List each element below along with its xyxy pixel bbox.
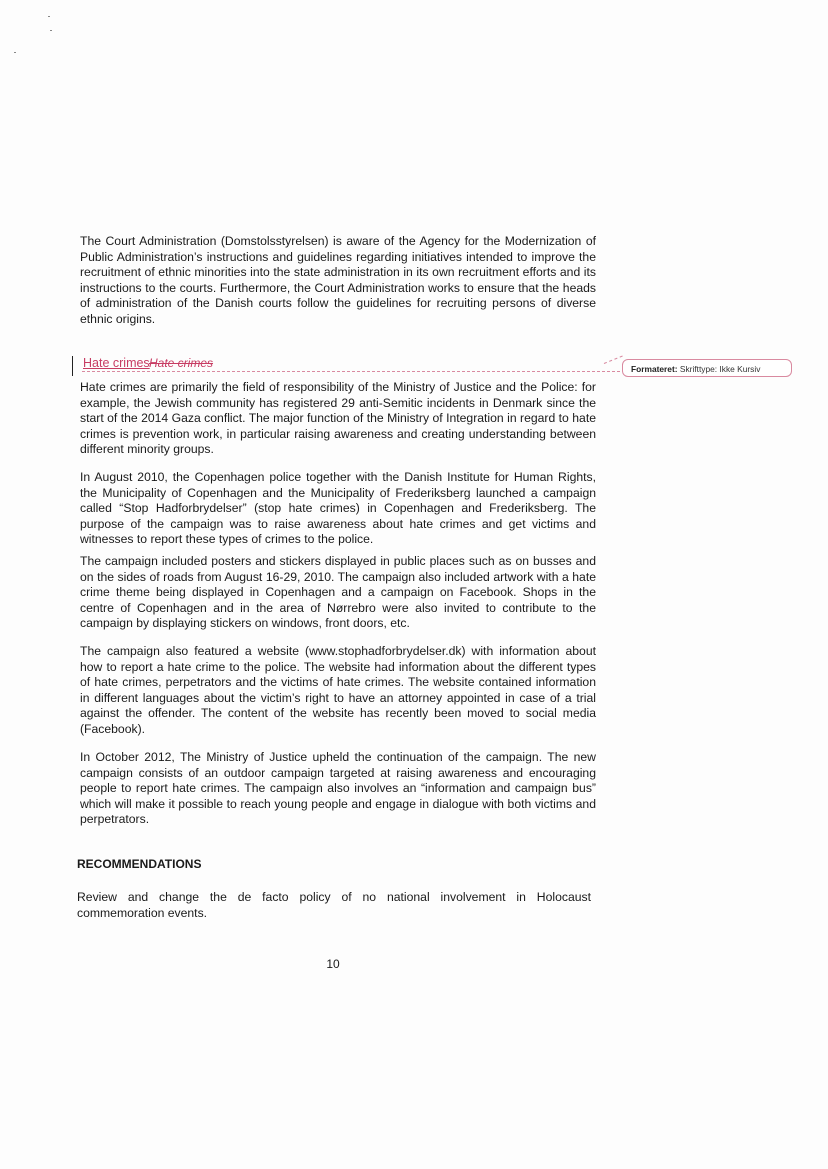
balloon-detail: Skrifttype: Ikke Kursiv xyxy=(679,364,761,374)
balloon-label: Formateret: xyxy=(631,364,678,374)
change-bar xyxy=(72,356,73,376)
paragraph-hate-crimes-intro: Hate crimes are primarily the field of responsibility of the Ministry of Justice and the Police: for example, the Jewish community has registered 29 anti-Semitic incidents in Denmark since the start of the 2014 Gaza conflict. The major function of the Ministry of Integration in regard to hate crimes is prevention work, in particular raising awareness and creating understanding between different minority groups. xyxy=(80,380,596,457)
paragraph-campaign-materials: The campaign included posters and stickers displayed in public places such as on busses and on the sides of roads from August 16-29, 2010. The campaign also included artwork with a hate crime theme being displayed in Copenhagen and a campaign on Facebook. Shops in the centre of Copenhagen and in the area of Nørrebro were also invited to contribute to the campaign by displaying stickers on windows, front doors, etc. xyxy=(80,554,596,631)
paragraph-website: The campaign also featured a website (www.stophadforbrydelser.dk) with information about how to report a hate crime to the police. The website had information about the different types of hate crimes, perpetrators and the victims of hate crimes. The website contained information in different languages about the victim’s right to have an attorney appointed in case of a trial against the offender. The content of the website has recently been moved to social media (Facebook). xyxy=(80,644,596,736)
paragraph-campaign-2012: In October 2012, The Ministry of Justice upheld the continuation of the campaign. The new campaign consists of an outdoor campaign targeted at raising awareness and encouraging people to report hate crimes. The campaign also involves an “information and campaign bus” which will make it possible to reach young people and engage in dialogue with both victims and perpetrators. xyxy=(80,750,596,827)
heading-inserted-text: Hate crimes xyxy=(83,356,150,370)
tracked-change-balloon[interactable] xyxy=(622,359,792,377)
recommendations-heading: RECOMMENDATIONS xyxy=(77,857,202,871)
heading-deleted-text: Hate crimes xyxy=(149,356,214,370)
paragraph-court-administration: The Court Administration (Domstolsstyrelsen) is aware of the Agency for the Modernization of Public Administration’s instructions and guidelines regarding initiatives intended to improve the recruitment of ethnic minorities into the state administration in its own recruitment efforts and its instructions to the courts. Furthermore, the Court Administration works to ensure that the heads of administration of the Danish courts follow the guidelines for recruiting persons of diverse ethnic origins. xyxy=(80,234,596,326)
tracked-change-leader-line xyxy=(82,371,620,372)
page-number: 10 xyxy=(326,957,340,971)
paragraph-campaign-2010: In August 2010, the Copenhagen police together with the Danish Institute for Human Rights, the Municipality of Copenhagen and the Municipality of Frederiksberg launched a campaign called “Stop Hadforbrydelser” (stop hate crimes) in Copenhagen and Frederiksberg. The purpose of the campaign was to raise awareness about hate crimes and get victims and witnesses to report these types of crimes to the police. xyxy=(80,470,596,547)
paragraph-recommendation: Review and change the de facto policy of no national involvement in Holocaust commemoration events. xyxy=(77,890,591,920)
